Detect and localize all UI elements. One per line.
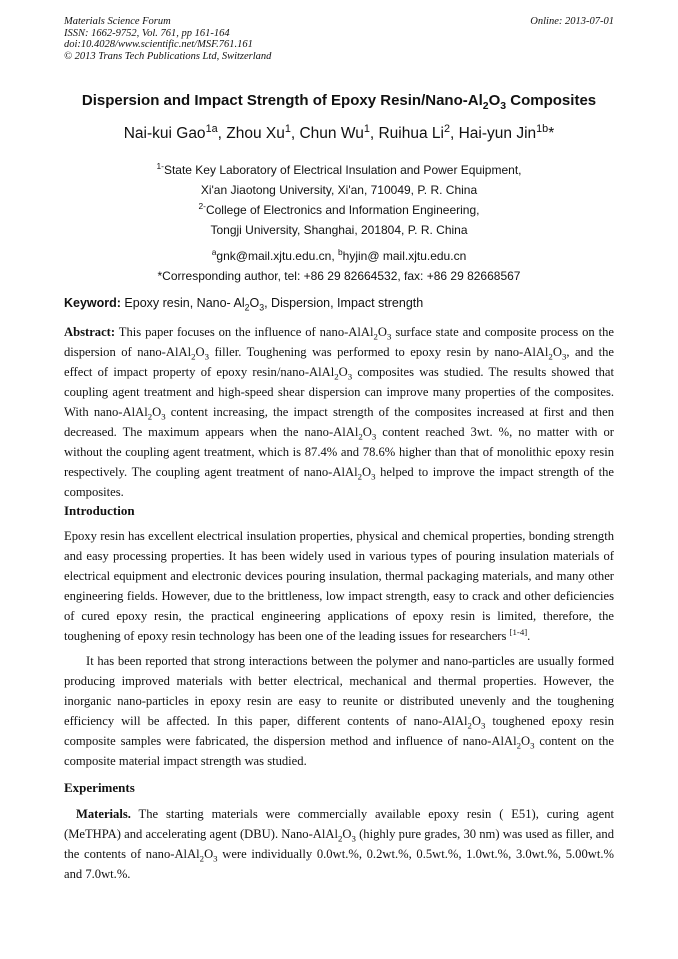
journal-header bbox=[64, 16, 614, 62]
materials-paragraph: Materials. The starting materials were commercially available epoxy resin ( E51), curing agent (MeTHPA) and accelerating agent (DBU). Nano-$AlAl_2O_3$ (highly pure grades, 30 nm) was used as filler, and the contents of nano-$AlAl_2O_3$ were individually 0.0wt.%, 0.2wt.%, 0.5wt.%, 1.0wt.%, 3.0wt.%, 5.00wt.% and 7.0wt.%. bbox=[64, 807, 614, 881]
author-list: Nai-kui Gao$^{1a}$, Zhou Xu$^1$, Chun Wu$^1$, Ruihua Li$^2$, Hai-yun Jin$^{1b}$* bbox=[123, 122, 555, 142]
affiliation-2: $^{2-}$College of Electronics and Information Engineering, bbox=[198, 201, 480, 217]
abstract: Abstract: This paper focuses on the influence of nano-$AlAl_2O_3$ surface state and composite process on the dispersion of nano-$AlAl_2O_3$ filler. Toughening was performed to epoxy resin by nano-$AlAl_2O_3$, and the effect of impact property of epoxy resin/$nano-AlAl_2O_3$ composites was studied. The results showed that coupling agent treatment and high-speed shear dispersion can improve many properties of the composites. With nano-$AlAl_2O_3$ content increasing, the impact strength of the composites increased at first and then decreased. The maximum appears when the nano-$AlAl_2O_3$ content reached 3wt. %, no matter with or without the coupling agent treatment, which is 87.4% and 78.6% higher than that of monolithic epoxy resin respectively. The coupling agent treatment of nano-$AlAl_2O_3$ helped to improve the impact strength of the composites. bbox=[64, 325, 614, 499]
affiliation-1: $^{1-}$State Key Laboratory of Electrical Insulation and Power Equipment, bbox=[156, 161, 522, 177]
affiliation-1-address: Xi'an Jiaotong University, Xi'an, 710049, P. R. China bbox=[200, 183, 478, 197]
doi-line: doi:10.4028/www.scientific.net/MSF.761.161 bbox=[64, 39, 253, 50]
paper-title: Dispersion and Impact Strength of Epoxy Resin/$Nano-Al_2O_3$ Composites bbox=[81, 92, 597, 112]
journal-name: Materials Science Forum bbox=[64, 16, 171, 27]
introduction-paragraph-1: Epoxy resin has excellent electrical insulation properties, physical and chemical properties, bonding strength and easy processing properties. It has been widely used in various types of pouring insulation materials of electrical equipment and electronic devices pouring insulation, thermal packaging materials, and many other engineering fields. However, due to the brittleness, low impact strength, easy to crack and other deficiencies of cured epoxy resin, the practical engineering applications of epoxy resin is limited, therefore, the toughening of epoxy resin technology has been one of the leading issues for researchers [1-4]. bbox=[64, 529, 614, 643]
introduction-heading: Introduction bbox=[64, 503, 135, 518]
corresponding-author: *Corresponding author, tel: +86 29 82664532, fax: +86 29 82668567 bbox=[157, 269, 521, 283]
online-date: Online: 2013-07-01 bbox=[530, 16, 614, 27]
keywords: Keyword: Epoxy resin, Nano- $Al_2O_3$, Dispersion, Impact strength bbox=[64, 296, 424, 313]
email-line: $^a$gnk@mail.xjtu.edu.cn, $^b$hyjin@ mail.xjtu.edu.cn bbox=[211, 247, 467, 263]
affiliation-2-address: Tongji University, Shanghai, 201804, P. R. China bbox=[210, 223, 468, 237]
copyright-line: © 2013 Trans Tech Publications Ltd, Switzerland bbox=[64, 50, 272, 62]
issn-line: ISSN: 1662-9752, Vol. 761, pp 161-164 bbox=[64, 27, 230, 39]
experiments-heading: Experiments bbox=[64, 780, 135, 795]
introduction-paragraph-2: It has been reported that strong interactions between the polymer and nano-particles are usually formed producing improved materials with better electrical, mechanical and thermal properties. However, the inorganic nano-particles in epoxy resin are easy to reunite or distributed unevenly and the toughening efficiency will be affected. In this paper, different contents of nano-$AlAl_2O_3$ toughened epoxy resin composite samples were fabricated, the dispersion method and influence of nano-$AlAl_2O_3$ content on the composite material impact strength was studied. bbox=[64, 654, 614, 768]
